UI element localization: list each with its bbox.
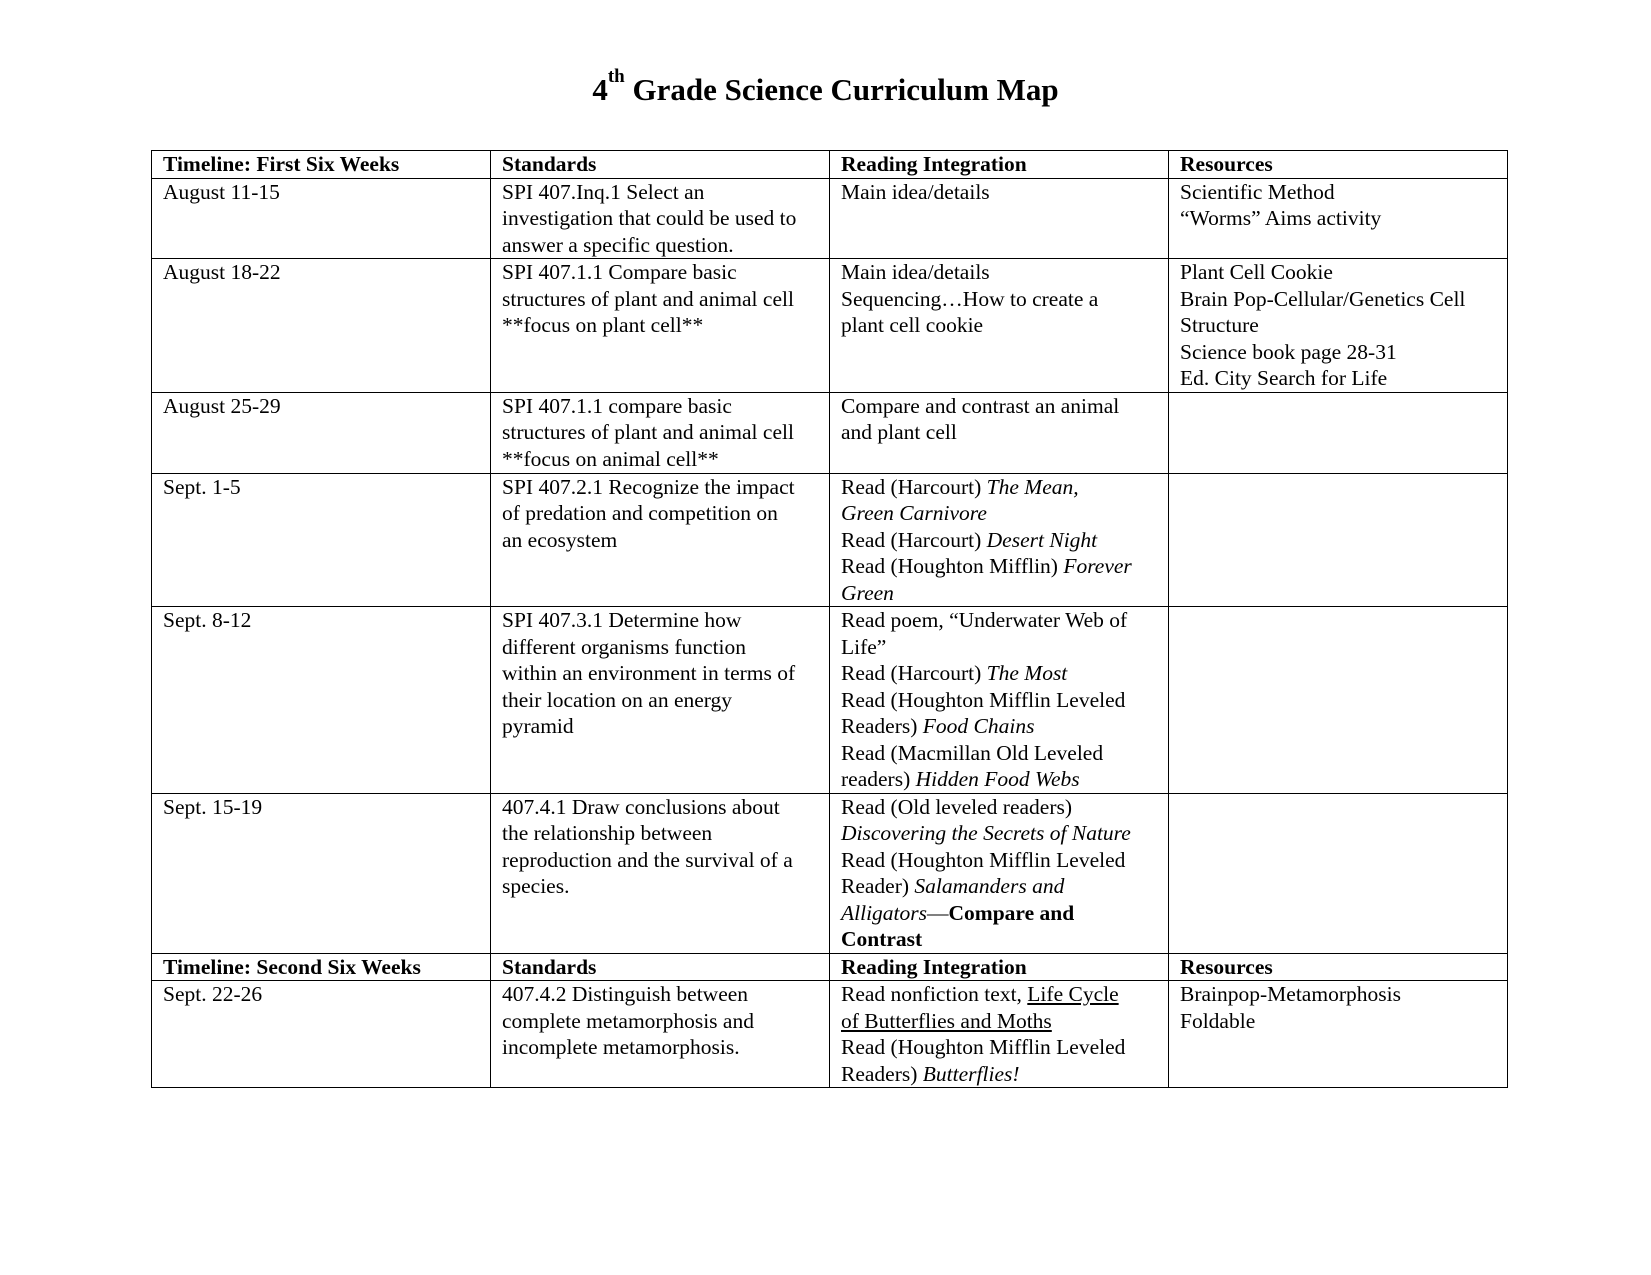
table-row <box>152 607 1508 794</box>
standards-line: structures of plant and animal cell <box>502 286 794 311</box>
emphasis-text: Compare and <box>948 900 1075 925</box>
standards-line: SPI 407.3.1 Determine how <box>502 608 742 632</box>
standards-line: of predation and competition on <box>502 501 778 525</box>
standards-cell <box>491 607 830 794</box>
header-reading: Reading Integration <box>830 151 1169 179</box>
reading-cell <box>830 793 1169 953</box>
reading-line <box>841 713 1157 740</box>
reading-text: Read poem, “Underwater Web of <box>841 608 1128 632</box>
table-row <box>152 793 1508 953</box>
timeline-cell <box>152 392 491 473</box>
standards-line: 407.4.1 Draw conclusions about <box>502 794 780 819</box>
book-title: The Mean, <box>986 474 1079 499</box>
reading-line <box>841 981 1157 1008</box>
timeline-cell <box>152 259 491 393</box>
title-prefix: 4 <box>592 72 608 107</box>
standards-cell <box>491 178 830 259</box>
table-row <box>152 259 1508 393</box>
reading-line <box>841 820 1157 847</box>
reading-line <box>841 873 1157 900</box>
timeline-text: August 11-15 <box>163 179 280 204</box>
reading-text: Read (Houghton Mifflin Leveled <box>841 1035 1126 1059</box>
reading-line <box>841 580 1157 607</box>
reading-text: Read (Harcourt) <box>841 661 987 685</box>
resources-line: “Worms” Aims activity <box>1180 206 1382 230</box>
resources-line: Science book page 28-31 <box>1180 339 1397 364</box>
dash-separator: — <box>927 900 949 925</box>
book-title: Green Carnivore <box>841 501 987 525</box>
reading-line <box>841 527 1157 554</box>
reading-text: Read nonfiction text, <box>841 982 1028 1006</box>
reading-text: Life” <box>841 634 887 659</box>
standards-line: answer a specific question. <box>502 232 734 257</box>
reading-line <box>841 634 1157 661</box>
book-title: Discovering the Secrets of Nature <box>841 821 1131 845</box>
standards-cell <box>491 473 830 607</box>
header-standards: Standards <box>491 953 830 981</box>
reading-text: Read (Houghton Mifflin Leveled <box>841 847 1126 872</box>
header-reading: Reading Integration <box>830 953 1169 981</box>
reading-line <box>841 926 1157 953</box>
reading-text: Readers) <box>841 1061 923 1086</box>
reading-line: and plant cell <box>841 420 957 444</box>
reading-line <box>841 740 1157 767</box>
book-title: Salamanders and <box>914 874 1065 898</box>
standards-line: incomplete metamorphosis. <box>502 1035 740 1059</box>
reading-text: readers) <box>841 767 916 791</box>
reading-line <box>841 794 1157 821</box>
reading-line <box>841 607 1157 634</box>
table-row <box>152 178 1508 259</box>
timeline-text: August 25-29 <box>163 393 281 418</box>
table-row <box>152 473 1508 607</box>
timeline-cell <box>152 793 491 953</box>
reading-line: Compare and contrast an animal <box>841 393 1120 418</box>
section-header-row <box>152 953 1508 981</box>
resources-cell <box>1169 607 1508 794</box>
resources-cell <box>1169 392 1508 473</box>
resources-line: Brainpop-Metamorphosis <box>1180 982 1401 1006</box>
resources-cell <box>1169 793 1508 953</box>
timeline-cell <box>152 981 491 1088</box>
standards-line: SPI 407.1.1 Compare basic <box>502 260 737 284</box>
timeline-cell <box>152 178 491 259</box>
standards-line: the relationship between <box>502 821 713 845</box>
standards-cell <box>491 392 830 473</box>
reading-line <box>841 766 1157 793</box>
standards-line: within an environment in terms of <box>502 661 796 685</box>
reading-line <box>841 1034 1157 1061</box>
timeline-text: August 18-22 <box>163 260 281 284</box>
standards-line: reproduction and the survival of a <box>502 847 793 872</box>
header-standards: Standards <box>491 151 830 179</box>
reading-line <box>841 474 1157 501</box>
book-title: Green <box>841 580 894 605</box>
reading-line <box>841 660 1157 687</box>
standards-line: SPI 407.Inq.1 Select an <box>502 179 705 204</box>
standards-cell <box>491 259 830 393</box>
book-title: The Most <box>986 661 1068 685</box>
resources-cell <box>1169 178 1508 259</box>
standards-line: an ecosystem <box>502 527 618 552</box>
resources-cell <box>1169 473 1508 607</box>
header-timeline: Timeline: First Six Weeks <box>152 151 491 179</box>
resources-line: Brain Pop-Cellular/Genetics Cell <box>1180 286 1466 311</box>
reading-line <box>841 553 1157 580</box>
header-resources: Resources <box>1169 953 1508 981</box>
reading-line: Main idea/details <box>841 179 990 204</box>
resources-cell <box>1169 259 1508 393</box>
standards-line: **focus on plant cell** <box>502 313 704 337</box>
standards-cell <box>491 793 830 953</box>
reading-text: Read (Macmillan Old Leveled <box>841 740 1104 765</box>
reading-line <box>841 1061 1157 1088</box>
standards-line: their location on an energy <box>502 687 733 712</box>
reading-line: Main idea/details <box>841 260 990 284</box>
book-title: Life Cycle <box>1027 982 1119 1006</box>
standards-line: structures of plant and animal cell <box>502 420 794 444</box>
reading-text: Read (Houghton Mifflin Leveled <box>841 687 1126 712</box>
reading-text: Read (Harcourt) <box>841 527 987 552</box>
timeline-text: Sept. 22-26 <box>163 982 263 1006</box>
timeline-text: Sept. 8-12 <box>163 608 252 632</box>
reading-text: Read (Houghton Mifflin) <box>841 554 1064 578</box>
standards-line: 407.4.2 Distinguish between <box>502 982 749 1006</box>
page-title <box>0 66 1651 108</box>
reading-cell <box>830 981 1169 1088</box>
standards-line: SPI 407.1.1 compare basic <box>502 393 732 418</box>
standards-line: complete metamorphosis and <box>502 1008 754 1033</box>
resources-line: Scientific Method <box>1180 179 1335 204</box>
reading-text: Read (Old leveled readers) <box>841 794 1073 819</box>
book-title: Hidden Food Webs <box>915 767 1080 791</box>
reading-line <box>841 900 1157 927</box>
reading-line <box>841 847 1157 874</box>
table-row <box>152 392 1508 473</box>
standards-line: species. <box>502 874 570 898</box>
reading-line <box>841 1008 1157 1035</box>
standards-line: investigation that could be used to <box>502 206 797 230</box>
standards-line: SPI 407.2.1 Recognize the impact <box>502 474 795 499</box>
book-title: Butterflies! <box>922 1061 1020 1086</box>
curriculum-table <box>151 150 1508 1088</box>
timeline-cell <box>152 607 491 794</box>
reading-text: Readers) <box>841 714 923 738</box>
title-superscript: th <box>607 66 625 87</box>
header-resources: Resources <box>1169 151 1508 179</box>
standards-line: pyramid <box>502 714 574 738</box>
standards-line: **focus on animal cell** <box>502 446 719 471</box>
standards-line: different organisms function <box>502 634 747 659</box>
timeline-cell <box>152 473 491 607</box>
reading-cell <box>830 178 1169 259</box>
reading-cell <box>830 259 1169 393</box>
resources-cell <box>1169 981 1508 1088</box>
reading-cell <box>830 473 1169 607</box>
emphasis-text: Contrast <box>841 927 923 951</box>
book-title: Forever <box>1063 554 1132 578</box>
book-title: Food Chains <box>922 714 1035 738</box>
reading-text: Read (Harcourt) <box>841 474 987 499</box>
reading-cell <box>830 607 1169 794</box>
resources-line: Plant Cell Cookie <box>1180 260 1333 284</box>
resources-line: Foldable <box>1180 1008 1256 1033</box>
reading-cell <box>830 392 1169 473</box>
title-suffix: Grade Science Curriculum Map <box>624 72 1059 107</box>
timeline-text: Sept. 1-5 <box>163 474 241 499</box>
reading-line: plant cell cookie <box>841 313 984 337</box>
standards-cell <box>491 981 830 1088</box>
reading-line: Sequencing…How to create a <box>841 286 1099 311</box>
timeline-text: Sept. 15-19 <box>163 794 263 819</box>
book-title: Desert Night <box>986 527 1098 552</box>
header-timeline: Timeline: Second Six Weeks <box>152 953 491 981</box>
resources-line: Ed. City Search for Life <box>1180 366 1388 390</box>
resources-line: Structure <box>1180 313 1259 337</box>
reading-text: Reader) <box>841 874 915 898</box>
reading-line <box>841 500 1157 527</box>
reading-line <box>841 687 1157 714</box>
table-row <box>152 981 1508 1088</box>
book-title: of Butterflies and Moths <box>841 1008 1052 1033</box>
book-title: Alligators <box>841 900 928 925</box>
section-header-row <box>152 151 1508 179</box>
